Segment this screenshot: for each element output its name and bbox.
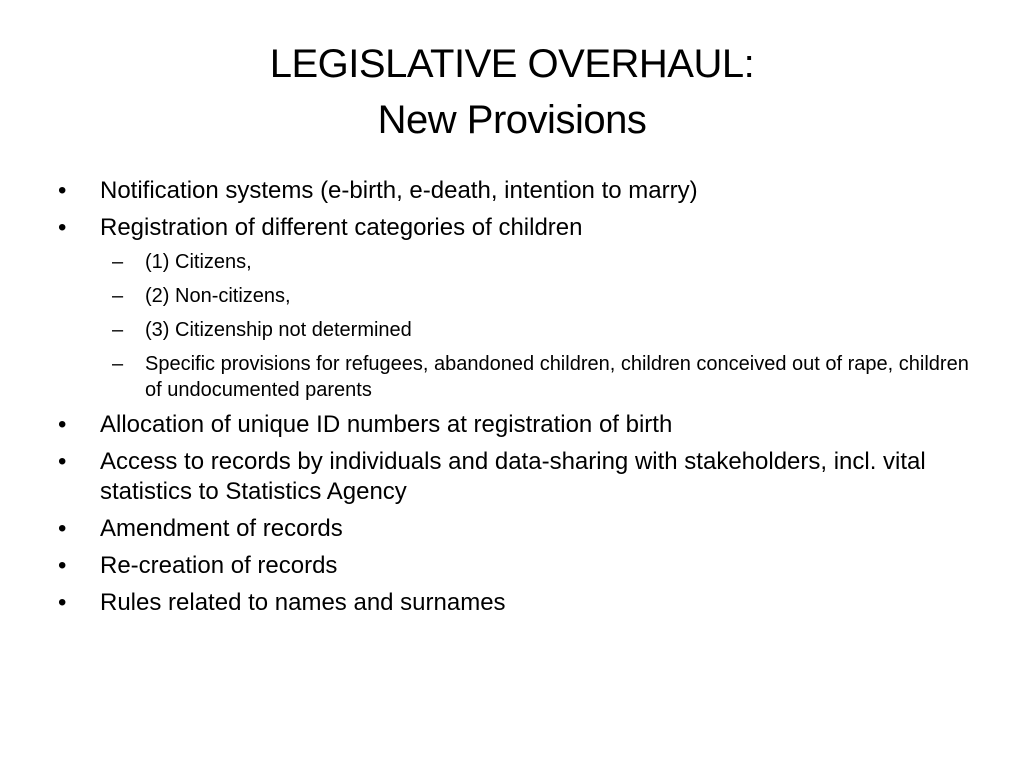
sub-bullet-specific-provisions	[100, 351, 978, 403]
sub-bullet-text: Specific provisions for refugees, abandoned children, children conceived out of rape, children of undocumented parents	[145, 353, 969, 401]
title-line-1: LEGISLATIVE OVERHAUL:	[269, 42, 755, 86]
bullet-marker: •	[58, 411, 67, 438]
sub-bullet-marker: –	[112, 353, 124, 375]
sub-bullet-non-citizens	[100, 283, 978, 310]
bullet-marker: •	[58, 552, 67, 579]
sub-bullet-citizens	[100, 249, 978, 276]
sub-bullet-text: (2) Non-citizens,	[145, 285, 291, 307]
sub-bullet-marker: –	[112, 319, 124, 341]
bullet-text: Notification systems (e-birth, e-death, intention to marry)	[100, 177, 698, 204]
sub-bullet-text: (1) Citizens,	[145, 251, 252, 273]
bullet-text: Re-creation of records	[100, 552, 338, 579]
bullet-marker: •	[58, 515, 67, 542]
bullet-marker: •	[58, 214, 67, 241]
bullet-text: Allocation of unique ID numbers at registration of birth	[100, 411, 673, 438]
bullet-item-registration-categories	[58, 213, 978, 403]
bullet-item-notification-systems	[58, 176, 978, 206]
sub-bullet-list	[100, 249, 978, 403]
slide-title	[60, 36, 964, 148]
bullet-item-re-creation	[58, 551, 978, 581]
sub-bullet-marker: –	[112, 285, 124, 307]
bullet-text: Registration of different categories of children	[100, 214, 583, 241]
bullet-item-names-surnames	[58, 588, 978, 618]
bullet-item-amendment	[58, 514, 978, 544]
bullet-text: Rules related to names and surnames	[100, 589, 506, 616]
title-line-2: New Provisions	[377, 98, 647, 142]
bullet-list	[58, 176, 978, 625]
sub-bullet-marker: –	[112, 251, 124, 273]
bullet-item-access-to-records	[58, 447, 978, 507]
sub-bullet-citizenship-not-determined	[100, 317, 978, 344]
bullet-text: Access to records by individuals and data-sharing with stakeholders, incl. vital statistics to Statistics Agency	[100, 448, 926, 505]
bullet-marker: •	[58, 448, 67, 475]
bullet-item-unique-id	[58, 410, 978, 440]
bullet-marker: •	[58, 589, 67, 616]
bullet-text: Amendment of records	[100, 515, 343, 542]
sub-bullet-text: (3) Citizenship not determined	[145, 319, 412, 341]
bullet-marker: •	[58, 177, 67, 204]
